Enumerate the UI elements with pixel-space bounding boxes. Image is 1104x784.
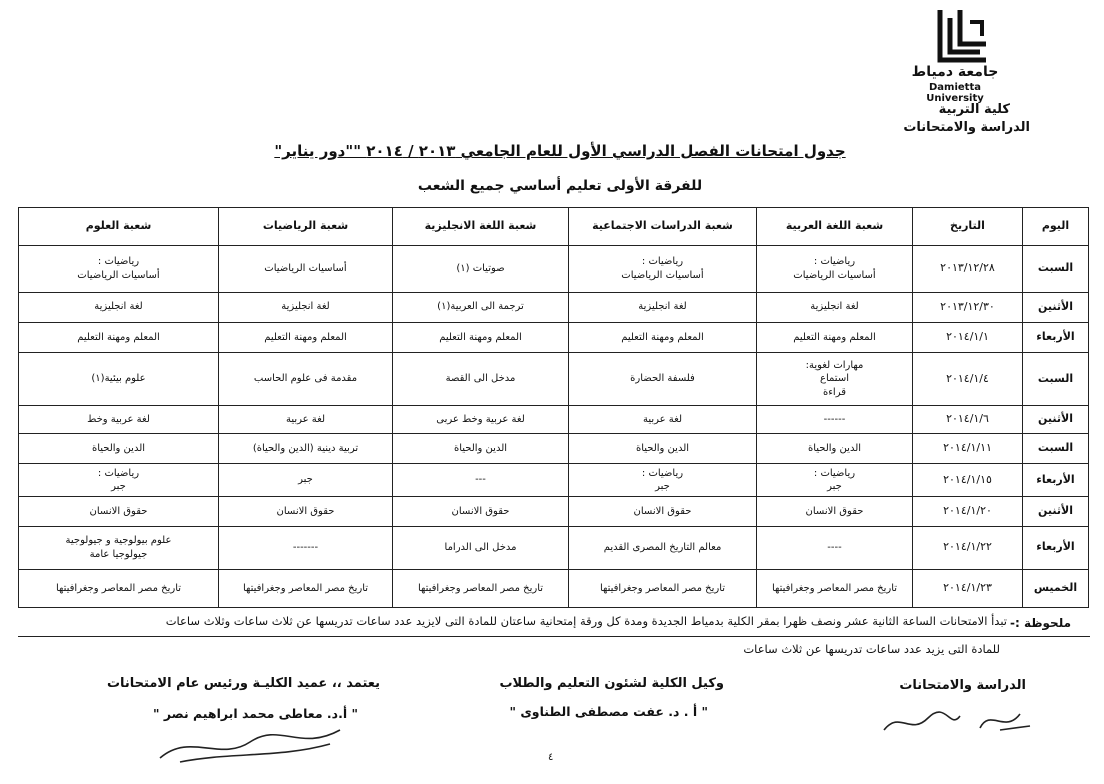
row-date: ٢٠١٤/١/١ bbox=[913, 322, 1023, 352]
table-row bbox=[19, 322, 1089, 352]
faculty-name: كلية التربية bbox=[938, 102, 1010, 117]
table-row bbox=[19, 569, 1089, 607]
table-cell bbox=[757, 527, 913, 569]
cell-text: علوم بيئية(١) bbox=[91, 373, 146, 385]
cell-text: الدين والحياة bbox=[635, 442, 690, 454]
table-cell bbox=[393, 405, 569, 433]
cell-text: حقوق الانسان bbox=[276, 505, 335, 517]
cell-text: رياضيات : bbox=[641, 256, 684, 268]
table-cell bbox=[569, 434, 757, 464]
vice-dean-name: " أ . د. عفت مصطفى الطناوى " bbox=[509, 704, 708, 719]
table-cell bbox=[757, 322, 913, 352]
dean-title: يعتمد ،، عميد الكليـة ورئيس عام الامتحانات bbox=[106, 676, 380, 691]
table-cell bbox=[393, 569, 569, 607]
table-cell bbox=[393, 322, 569, 352]
row-day: السبت bbox=[1023, 434, 1089, 464]
cell-text: المعلم ومهنة التعليم bbox=[439, 331, 522, 343]
table-cell bbox=[393, 353, 569, 406]
page-number: ٤ bbox=[548, 752, 554, 763]
table-row bbox=[19, 434, 1089, 464]
cell-text: لغة عربية bbox=[642, 413, 683, 425]
cell-text: الدين والحياة bbox=[807, 442, 862, 454]
table-cell bbox=[757, 464, 913, 496]
table-cell bbox=[219, 405, 393, 433]
cell-text: تاريخ مصر المعاصر وجغرافيتها bbox=[599, 582, 726, 594]
cell-text: صوتيات (١) bbox=[456, 263, 505, 274]
table-cell bbox=[569, 246, 757, 293]
cell-text: جبر bbox=[298, 474, 313, 486]
table-cell bbox=[569, 292, 757, 322]
table-cell bbox=[219, 569, 393, 607]
note-text-line1: تبدأ الامتحانات الساعة الثانية عشر ونصف ظهرا بمقر الكلية بدمياط الجديدة ومدة كل ورقة إمتحانية ساعتان للمادة التى لايزيد عدد ساعات تدريسها عن ثلاث ساعات وثلاث ساعات bbox=[165, 614, 1007, 628]
cell-text: أساسيات الرياضيات bbox=[621, 269, 704, 281]
table-cell bbox=[19, 434, 219, 464]
table-cell bbox=[393, 292, 569, 322]
row-day: الأثنين bbox=[1023, 405, 1089, 433]
cell-text: معالم التاريخ المصرى القديم bbox=[603, 542, 722, 554]
row-date: ٢٠١٤/١/٤ bbox=[913, 353, 1023, 406]
row-day: الأثنين bbox=[1023, 496, 1089, 526]
table-cell bbox=[19, 322, 219, 352]
table-cell bbox=[19, 246, 219, 293]
cell-text: حقوق الانسان bbox=[451, 505, 510, 517]
cell-text: ------- bbox=[292, 542, 319, 554]
table-row bbox=[19, 527, 1089, 569]
cell-text: رياضيات : bbox=[813, 467, 856, 479]
cell-text: --- bbox=[475, 474, 486, 486]
table-cell bbox=[393, 496, 569, 526]
table-header-row bbox=[19, 208, 1089, 246]
row-day: الخميس bbox=[1023, 569, 1089, 607]
table-cell bbox=[569, 405, 757, 433]
university-logo bbox=[900, 8, 1050, 138]
dept-handwritten-signature bbox=[880, 700, 1040, 742]
cell-text: علوم بيولوجية و جيولوجية bbox=[65, 535, 172, 547]
row-date: ٢٠١٤/١/٦ bbox=[913, 405, 1023, 433]
table-cell bbox=[757, 292, 913, 322]
cell-text: استماع bbox=[820, 373, 849, 385]
vice-dean-title: وكيل الكلية لشئون التعليم والطلاب bbox=[499, 676, 724, 691]
cell-text: لغة عربية وخط عربى bbox=[436, 413, 525, 425]
table-cell bbox=[757, 496, 913, 526]
table-cell bbox=[569, 569, 757, 607]
row-date: ٢٠١٤/١/٢٠ bbox=[913, 496, 1023, 526]
table-cell bbox=[393, 527, 569, 569]
cell-text: أساسيات الرياضيات bbox=[793, 269, 876, 281]
row-date: ٢٠١٤/١/١١ bbox=[913, 434, 1023, 464]
cell-text: المعلم ومهنة التعليم bbox=[77, 331, 160, 343]
table-cell bbox=[219, 464, 393, 496]
row-date: ٢٠١٤/١/٢٣ bbox=[913, 569, 1023, 607]
exam-schedule-table bbox=[18, 207, 1089, 608]
cell-text: لغة عربية bbox=[285, 413, 326, 425]
table-cell bbox=[19, 527, 219, 569]
cell-text: جبر bbox=[111, 481, 126, 493]
cell-text: لغة عربية وخط bbox=[87, 413, 150, 425]
cell-text: قراءة bbox=[822, 386, 847, 398]
table-cell bbox=[569, 353, 757, 406]
cell-text: أساسيات الرياضيات bbox=[264, 263, 347, 274]
row-day: الأثنين bbox=[1023, 292, 1089, 322]
header-social: شعبة الدراسات الاجتماعية bbox=[569, 208, 757, 246]
cell-text: المعلم ومهنة التعليم bbox=[621, 331, 704, 343]
cell-text: تاريخ مصر المعاصر وجغرافيتها bbox=[771, 582, 898, 594]
page-title: جدول امتحانات الفصل الدراسي الأول للعام الجامعي ٢٠١٣ / ٢٠١٤ ""دور يناير" bbox=[274, 142, 846, 160]
table-cell bbox=[393, 464, 569, 496]
cell-text: جبر bbox=[827, 481, 842, 493]
row-day: الأربعاء bbox=[1023, 527, 1089, 569]
cell-text: تربية دينية (الدين والحياة) bbox=[252, 442, 359, 454]
cell-text: ------ bbox=[823, 413, 846, 425]
table-cell bbox=[219, 353, 393, 406]
table-cell bbox=[569, 464, 757, 496]
table-cell bbox=[19, 496, 219, 526]
department-name: الدراسة والامتحانات bbox=[903, 120, 1030, 135]
cell-text: ---- bbox=[827, 542, 842, 554]
table-cell bbox=[219, 292, 393, 322]
table-cell bbox=[19, 292, 219, 322]
cell-text: رياضيات : bbox=[641, 467, 684, 479]
cell-text: حقوق الانسان bbox=[89, 505, 148, 517]
table-cell bbox=[757, 569, 913, 607]
cell-text: مقدمة فى علوم الحاسب bbox=[253, 373, 358, 385]
cell-text: الدين والحياة bbox=[91, 442, 146, 454]
note-text-line2: للمادة التى يزيد عدد ساعات تدريسها عن ثلاث ساعات bbox=[743, 642, 1000, 656]
table-cell bbox=[19, 569, 219, 607]
table-row bbox=[19, 405, 1089, 433]
cell-text: لغة انجليزية bbox=[94, 301, 143, 313]
table-cell bbox=[219, 322, 393, 352]
cell-text: مهارات لغوية: bbox=[805, 359, 864, 371]
university-name-ar: جامعة دمياط bbox=[911, 64, 999, 80]
table-row bbox=[19, 246, 1089, 293]
table-cell bbox=[19, 353, 219, 406]
table-cell bbox=[569, 322, 757, 352]
cell-text: لغة انجليزية bbox=[810, 301, 859, 313]
cell-text: جبر bbox=[655, 481, 670, 493]
cell-text: رياضيات : bbox=[97, 467, 140, 479]
table-body bbox=[19, 246, 1089, 608]
row-day: السبت bbox=[1023, 353, 1089, 406]
cell-text: أساسيات الرياضيات bbox=[77, 269, 160, 281]
table-cell bbox=[757, 434, 913, 464]
row-date: ٢٠١٣/١٢/٢٨ bbox=[913, 246, 1023, 293]
header-arabic: شعبة اللغة العربية bbox=[757, 208, 913, 246]
row-day: الأربعاء bbox=[1023, 322, 1089, 352]
cell-text: رياضيات : bbox=[97, 256, 140, 268]
row-day: الأربعاء bbox=[1023, 464, 1089, 496]
table-row bbox=[19, 464, 1089, 496]
dean-handwritten-signature bbox=[150, 722, 350, 768]
cell-text: مدخل الى القصة bbox=[445, 373, 516, 385]
cell-text: الدين والحياة bbox=[453, 442, 508, 454]
note-divider bbox=[18, 636, 1090, 637]
cell-text: لغة انجليزية bbox=[281, 301, 330, 313]
dean-name: " أ.د. معاطى محمد ابراهيم نصر " bbox=[153, 706, 358, 721]
cell-text: حقوق الانسان bbox=[633, 505, 692, 517]
cell-text: فلسفة الحضارة bbox=[630, 373, 695, 385]
row-date: ٢٠١٤/١/٢٢ bbox=[913, 527, 1023, 569]
table-row bbox=[19, 292, 1089, 322]
row-date: ٢٠١٤/١/١٥ bbox=[913, 464, 1023, 496]
header-science: شعبة العلوم bbox=[19, 208, 219, 246]
row-date: ٢٠١٣/١٢/٣٠ bbox=[913, 292, 1023, 322]
table-cell bbox=[757, 405, 913, 433]
table-cell bbox=[569, 496, 757, 526]
table-cell bbox=[19, 405, 219, 433]
header-date: التاريخ bbox=[913, 208, 1023, 246]
table-cell bbox=[19, 464, 219, 496]
university-emblem-icon bbox=[920, 8, 990, 66]
table-cell bbox=[219, 246, 393, 293]
cell-text: تاريخ مصر المعاصر وجغرافيتها bbox=[417, 582, 544, 594]
cell-text: مدخل الى الدراما bbox=[444, 542, 517, 554]
table-cell bbox=[393, 246, 569, 293]
table-cell bbox=[393, 434, 569, 464]
table-cell bbox=[757, 353, 913, 406]
header-day: اليوم bbox=[1023, 208, 1089, 246]
cell-text: جيولوجيا عامة bbox=[89, 548, 148, 560]
cell-text: رياضيات : bbox=[813, 256, 856, 268]
dept-signature-title: الدراسة والامتحانات bbox=[899, 678, 1026, 693]
cell-text: حقوق الانسان bbox=[805, 505, 864, 517]
header-english: شعبة اللغة الانجليزية bbox=[393, 208, 569, 246]
university-name-en: Damietta University bbox=[926, 82, 984, 104]
cell-text: تاريخ مصر المعاصر وجغرافيتها bbox=[55, 582, 182, 594]
row-day: السبت bbox=[1023, 246, 1089, 293]
cell-text: لغة انجليزية bbox=[638, 301, 687, 313]
page-subtitle: للفرقة الأولى تعليم أساسي جميع الشعب bbox=[417, 178, 703, 194]
table-cell bbox=[569, 527, 757, 569]
cell-text: المعلم ومهنة التعليم bbox=[793, 331, 876, 343]
cell-text: ترجمة الى العربية(١) bbox=[437, 301, 524, 313]
cell-text: تاريخ مصر المعاصر وجغرافيتها bbox=[242, 582, 369, 594]
note-label: ملحوظة :- bbox=[1010, 616, 1072, 630]
table-cell bbox=[219, 434, 393, 464]
table-row bbox=[19, 496, 1089, 526]
table-row bbox=[19, 353, 1089, 406]
table-cell bbox=[219, 527, 393, 569]
table-cell bbox=[219, 496, 393, 526]
header-math: شعبة الرياضيات bbox=[219, 208, 393, 246]
cell-text: المعلم ومهنة التعليم bbox=[264, 331, 347, 343]
table-cell bbox=[757, 246, 913, 293]
